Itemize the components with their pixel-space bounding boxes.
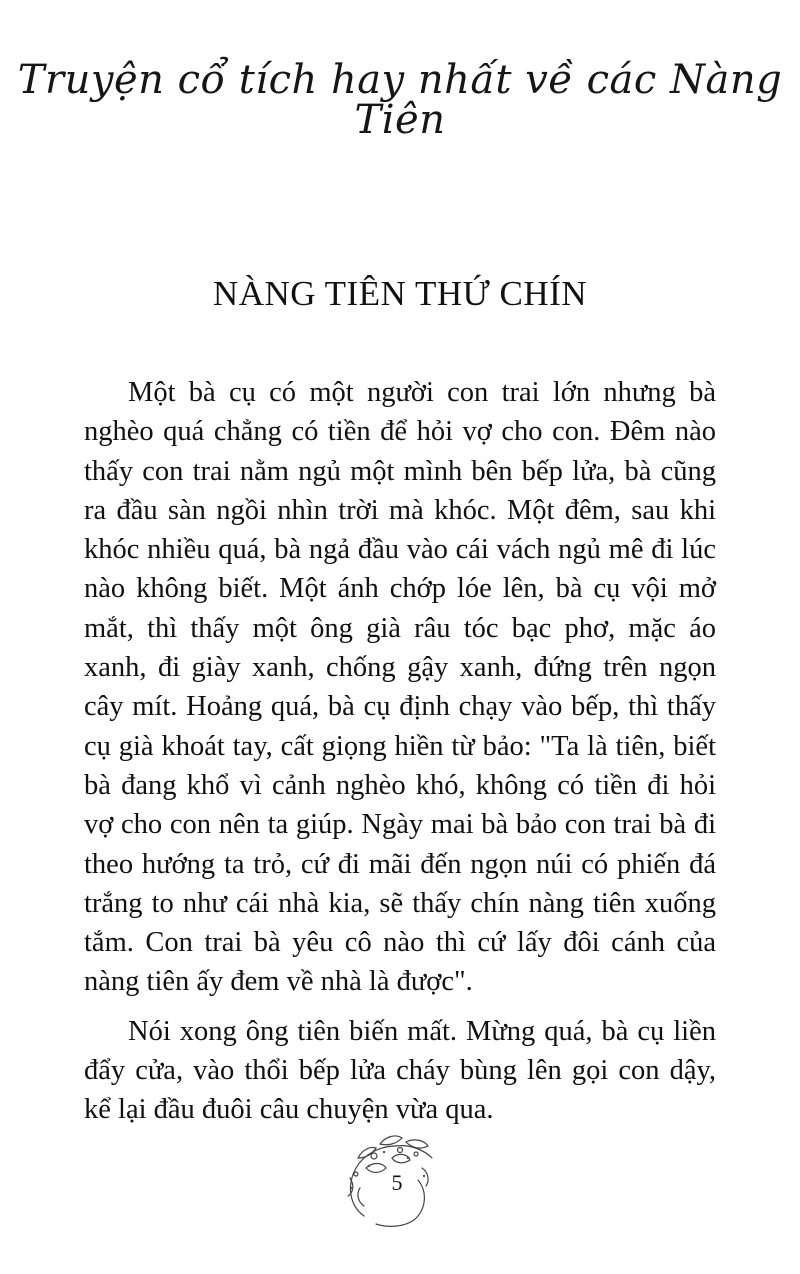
body-text — [84, 373, 716, 1130]
running-header-title: Truyện cổ tích hay nhất về các Nàng Tiên — [17, 57, 783, 143]
paragraph: Nói xong ông tiên biến mất. Mừng quá, bà cụ liền đẩy cửa, vào thổi bếp lửa cháy bùng lên gọi con dậy, kể lại đầu đuôi câu chuyện vừa qua. — [84, 1015, 716, 1126]
chapter-title: NÀNG TIÊN THỨ CHÍN — [212, 274, 588, 313]
paragraph: Một bà cụ có một người con trai lớn nhưng bà nghèo quá chẳng có tiền để hỏi vợ cho con. Đêm nào thấy con trai nằm ngủ một mình bên bếp lửa, bà cũng ra đầu sàn ngồi nhìn trời mà khóc. Một đêm, sau khi khóc nhiều quá, bà ngả đầu vào cái vách ngủ mê đi lúc nào không biết. Một ánh chớp lóe lên, bà cụ vội mở mắt, thì thấy một ông già râu tóc bạc phơ, mặc áo xanh, đi giày xanh, chống gậy xanh, đứng trên ngọn cây mít. Hoảng quá, bà cụ định chạy vào bếp, thì thấy cụ già khoát tay, cất giọng hiền từ bảo: "Ta là tiên, biết bà đang khổ vì cảnh nghèo khó, không có tiền đi hỏi vợ cho con nên ta giúp. Ngày mai bà bảo con trai bà đi theo hướng ta trỏ, cứ đi mãi đến ngọn núi có phiến đá trắng to như cái nhà kia, sẽ thấy chín nàng tiên xuống tắm. Con trai bà yêu cô nào thì cứ lấy đôi cánh của nàng tiên ấy đem về nhà là được". — [84, 377, 716, 998]
page-number: 5 — [391, 1170, 403, 1195]
